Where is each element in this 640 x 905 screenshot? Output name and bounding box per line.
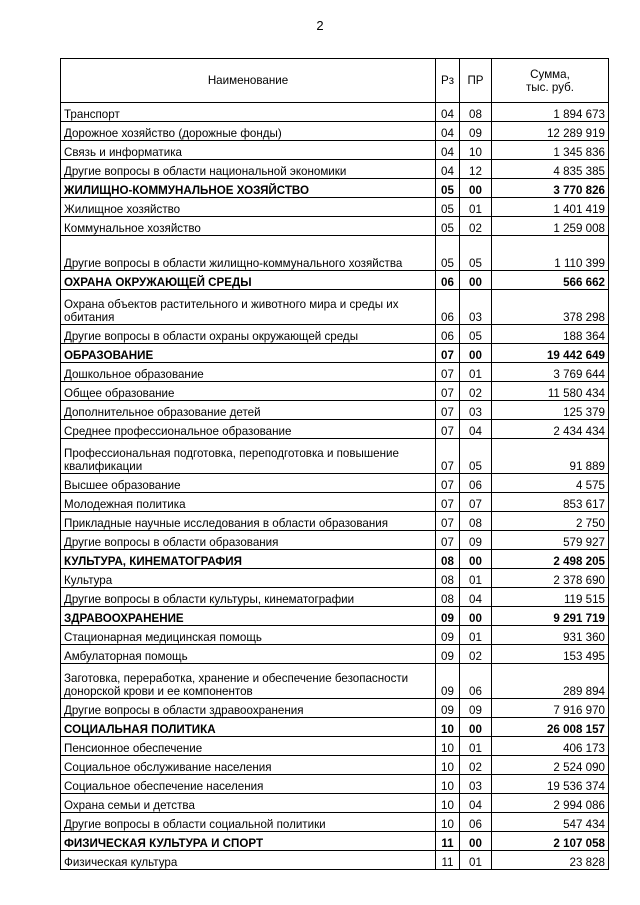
cell-name: ОБРАЗОВАНИЕ: [61, 344, 436, 363]
cell-name: Другие вопросы в области образования: [61, 531, 436, 550]
cell-name: Стационарная медицинская помощь: [61, 626, 436, 645]
cell-pr: 10: [460, 141, 492, 160]
cell-pr: 01: [460, 851, 492, 870]
cell-rz: 06: [436, 290, 460, 325]
cell-rz: 08: [436, 588, 460, 607]
cell-pr: 00: [460, 179, 492, 198]
header-name: Наименование: [61, 59, 436, 103]
cell-sum: 853 617: [492, 493, 609, 512]
table-row: [61, 382, 609, 401]
cell-sum: 23 828: [492, 851, 609, 870]
cell-rz: 09: [436, 645, 460, 664]
cell-rz: 05: [436, 217, 460, 236]
cell-name: Охрана объектов растительного и животного мира и среды их обитания: [61, 290, 436, 325]
cell-name: Высшее образование: [61, 474, 436, 493]
cell-name: Связь и информатика: [61, 141, 436, 160]
cell-rz: 10: [436, 775, 460, 794]
cell-name: Социальное обслуживание населения: [61, 756, 436, 775]
cell-sum: 1 345 836: [492, 141, 609, 160]
table-row: [61, 813, 609, 832]
cell-name: Другие вопросы в области охраны окружающей среды: [61, 325, 436, 344]
cell-pr: 02: [460, 217, 492, 236]
table-row: [61, 160, 609, 179]
cell-name: Культура: [61, 569, 436, 588]
table-row: [61, 775, 609, 794]
cell-pr: 00: [460, 832, 492, 851]
cell-name: Амбулаторная помощь: [61, 645, 436, 664]
cell-rz: 07: [436, 531, 460, 550]
cell-sum: 11 580 434: [492, 382, 609, 401]
cell-pr: 04: [460, 420, 492, 439]
cell-rz: 10: [436, 756, 460, 775]
cell-rz: 10: [436, 737, 460, 756]
table-row: [61, 737, 609, 756]
cell-name: Дополнительное образование детей: [61, 401, 436, 420]
cell-rz: 10: [436, 718, 460, 737]
budget-table: [60, 58, 609, 870]
section-row: [61, 832, 609, 851]
cell-sum: 2 107 058: [492, 832, 609, 851]
table-row: [61, 664, 609, 699]
cell-sum: 1 259 008: [492, 217, 609, 236]
cell-rz: 10: [436, 794, 460, 813]
cell-rz: 05: [436, 236, 460, 271]
table-row: [61, 756, 609, 775]
cell-rz: 11: [436, 851, 460, 870]
table-row: [61, 794, 609, 813]
cell-rz: 05: [436, 179, 460, 198]
table-row: [61, 645, 609, 664]
cell-sum: 26 008 157: [492, 718, 609, 737]
cell-pr: 03: [460, 401, 492, 420]
cell-pr: 00: [460, 271, 492, 290]
cell-name: Заготовка, переработка, хранение и обеспечение безопасности донорской крови и ее компонентов: [61, 664, 436, 699]
cell-pr: 00: [460, 607, 492, 626]
header-rz: Рз: [436, 59, 460, 103]
cell-pr: 01: [460, 737, 492, 756]
cell-pr: 01: [460, 626, 492, 645]
cell-sum: 378 298: [492, 290, 609, 325]
cell-pr: 01: [460, 569, 492, 588]
table-row: [61, 531, 609, 550]
cell-pr: 08: [460, 512, 492, 531]
cell-name: Пенсионное обеспечение: [61, 737, 436, 756]
cell-name: Другие вопросы в области социальной политики: [61, 813, 436, 832]
cell-pr: 05: [460, 439, 492, 474]
table-row: [61, 493, 609, 512]
cell-pr: 00: [460, 344, 492, 363]
table-row: [61, 420, 609, 439]
cell-pr: 01: [460, 363, 492, 382]
cell-rz: 04: [436, 103, 460, 122]
cell-name: Жилищное хозяйство: [61, 198, 436, 217]
cell-sum: 566 662: [492, 271, 609, 290]
cell-sum: 4 835 385: [492, 160, 609, 179]
cell-rz: 09: [436, 664, 460, 699]
cell-name: Дошкольное образование: [61, 363, 436, 382]
cell-sum: 1 401 419: [492, 198, 609, 217]
cell-name: Другие вопросы в области национальной экономики: [61, 160, 436, 179]
cell-pr: 02: [460, 382, 492, 401]
table-body: [61, 103, 609, 870]
cell-name: Транспорт: [61, 103, 436, 122]
cell-sum: 2 994 086: [492, 794, 609, 813]
cell-name: Прикладные научные исследования в области образования: [61, 512, 436, 531]
cell-sum: 1 110 399: [492, 236, 609, 271]
table-header-row: [61, 59, 609, 103]
cell-sum: 547 434: [492, 813, 609, 832]
table-row: [61, 851, 609, 870]
cell-pr: 06: [460, 474, 492, 493]
cell-name: КУЛЬТУРА, КИНЕМАТОГРАФИЯ: [61, 550, 436, 569]
cell-pr: 03: [460, 775, 492, 794]
cell-sum: 119 515: [492, 588, 609, 607]
table-row: [61, 198, 609, 217]
section-row: [61, 344, 609, 363]
cell-rz: 09: [436, 699, 460, 718]
table-row: [61, 236, 609, 271]
cell-sum: 2 434 434: [492, 420, 609, 439]
cell-rz: 09: [436, 607, 460, 626]
cell-rz: 04: [436, 122, 460, 141]
cell-rz: 07: [436, 363, 460, 382]
cell-name: Молодежная политика: [61, 493, 436, 512]
cell-sum: 931 360: [492, 626, 609, 645]
cell-rz: 07: [436, 420, 460, 439]
header-sum: [492, 59, 609, 103]
table-row: [61, 474, 609, 493]
cell-pr: 06: [460, 664, 492, 699]
cell-sum: 2 524 090: [492, 756, 609, 775]
cell-sum: 2 750: [492, 512, 609, 531]
cell-sum: 4 575: [492, 474, 609, 493]
table-row: [61, 699, 609, 718]
cell-rz: 07: [436, 439, 460, 474]
section-row: [61, 607, 609, 626]
section-row: [61, 718, 609, 737]
header-pr: ПР: [460, 59, 492, 103]
table-row: [61, 588, 609, 607]
cell-rz: 06: [436, 325, 460, 344]
cell-rz: 10: [436, 813, 460, 832]
cell-pr: 07: [460, 493, 492, 512]
cell-sum: 188 364: [492, 325, 609, 344]
cell-pr: 03: [460, 290, 492, 325]
table-row: [61, 325, 609, 344]
section-row: [61, 179, 609, 198]
cell-rz: 04: [436, 160, 460, 179]
cell-pr: 12: [460, 160, 492, 179]
cell-name: Среднее профессиональное образование: [61, 420, 436, 439]
cell-name: ЖИЛИЩНО-КОММУНАЛЬНОЕ ХОЗЯЙСТВО: [61, 179, 436, 198]
header-sum-line2: тыс. руб.: [526, 80, 574, 94]
cell-name: Другие вопросы в области культуры, кинематографии: [61, 588, 436, 607]
cell-rz: 05: [436, 198, 460, 217]
cell-pr: 05: [460, 236, 492, 271]
cell-pr: 09: [460, 531, 492, 550]
cell-sum: 125 379: [492, 401, 609, 420]
cell-name: ЗДРАВООХРАНЕНИЕ: [61, 607, 436, 626]
cell-name: Дорожное хозяйство (дорожные фонды): [61, 122, 436, 141]
cell-rz: 07: [436, 474, 460, 493]
cell-rz: 11: [436, 832, 460, 851]
cell-sum: 2 498 205: [492, 550, 609, 569]
cell-pr: 06: [460, 813, 492, 832]
section-row: [61, 550, 609, 569]
cell-pr: 00: [460, 550, 492, 569]
table-row: [61, 401, 609, 420]
cell-rz: 08: [436, 569, 460, 588]
cell-name: Социальное обеспечение населения: [61, 775, 436, 794]
cell-pr: 04: [460, 794, 492, 813]
cell-pr: 01: [460, 198, 492, 217]
cell-sum: 406 173: [492, 737, 609, 756]
table-row: [61, 626, 609, 645]
cell-rz: 07: [436, 512, 460, 531]
cell-rz: 06: [436, 271, 460, 290]
table-row: [61, 141, 609, 160]
cell-rz: 04: [436, 141, 460, 160]
table-row: [61, 569, 609, 588]
cell-name: Физическая культура: [61, 851, 436, 870]
table-row: [61, 363, 609, 382]
cell-pr: 02: [460, 645, 492, 664]
cell-name: Профессиональная подготовка, переподготовка и повышение квалификации: [61, 439, 436, 474]
page-number: 2: [316, 18, 324, 33]
cell-name: Коммунальное хозяйство: [61, 217, 436, 236]
cell-sum: 12 289 919: [492, 122, 609, 141]
cell-name: СОЦИАЛЬНАЯ ПОЛИТИКА: [61, 718, 436, 737]
cell-rz: 07: [436, 344, 460, 363]
cell-pr: 09: [460, 122, 492, 141]
table-row: [61, 103, 609, 122]
cell-name: ФИЗИЧЕСКАЯ КУЛЬТУРА И СПОРТ: [61, 832, 436, 851]
cell-rz: 07: [436, 382, 460, 401]
table-row: [61, 439, 609, 474]
cell-sum: 153 495: [492, 645, 609, 664]
cell-sum: 9 291 719: [492, 607, 609, 626]
cell-rz: 08: [436, 550, 460, 569]
cell-name: ОХРАНА ОКРУЖАЮЩЕЙ СРЕДЫ: [61, 271, 436, 290]
cell-name: Другие вопросы в области здравоохранения: [61, 699, 436, 718]
cell-rz: 07: [436, 401, 460, 420]
cell-name: Другие вопросы в области жилищно-коммунального хозяйства: [61, 236, 436, 271]
table-row: [61, 122, 609, 141]
cell-sum: 19 536 374: [492, 775, 609, 794]
cell-pr: 05: [460, 325, 492, 344]
cell-sum: 289 894: [492, 664, 609, 699]
cell-sum: 2 378 690: [492, 569, 609, 588]
cell-sum: 3 770 826: [492, 179, 609, 198]
table-row: [61, 512, 609, 531]
cell-name: Охрана семьи и детства: [61, 794, 436, 813]
cell-pr: 04: [460, 588, 492, 607]
table-row: [61, 217, 609, 236]
table-row: [61, 290, 609, 325]
section-row: [61, 271, 609, 290]
cell-sum: 19 442 649: [492, 344, 609, 363]
cell-pr: 00: [460, 718, 492, 737]
cell-sum: 7 916 970: [492, 699, 609, 718]
cell-pr: 09: [460, 699, 492, 718]
cell-sum: 579 927: [492, 531, 609, 550]
cell-sum: 91 889: [492, 439, 609, 474]
cell-rz: 07: [436, 493, 460, 512]
cell-sum: 3 769 644: [492, 363, 609, 382]
cell-pr: 02: [460, 756, 492, 775]
cell-rz: 09: [436, 626, 460, 645]
cell-name: Общее образование: [61, 382, 436, 401]
header-sum-line1: Сумма,: [530, 67, 570, 81]
cell-sum: 1 894 673: [492, 103, 609, 122]
cell-pr: 08: [460, 103, 492, 122]
